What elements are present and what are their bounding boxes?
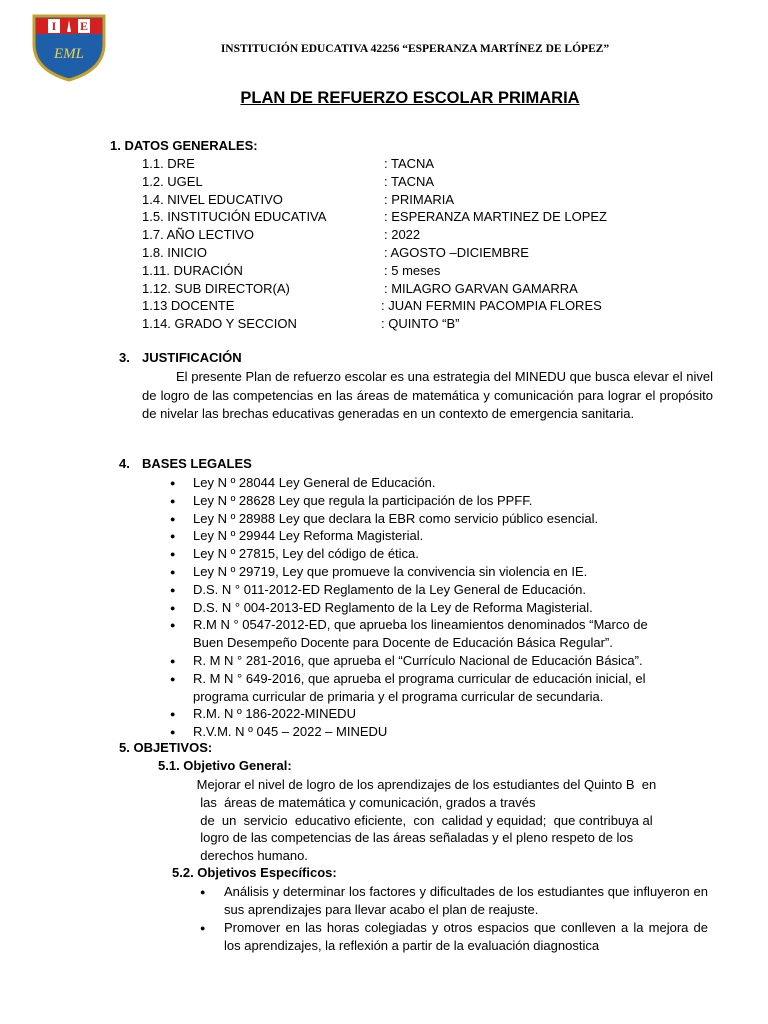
objetivo-general-line: logro de las competencias de las áreas señaladas y el pleno respeto de los xyxy=(193,830,634,846)
section-objetivos-heading: 5. OBJETIVOS: xyxy=(119,740,213,755)
institution-name: INSTITUCIÓN EDUCATIVA 42256 “ESPERANZA MARTÍNEZ DE LÓPEZ” xyxy=(220,43,610,55)
bullet-icon: ● xyxy=(170,727,176,738)
bullet-icon: ● xyxy=(170,709,176,720)
objetivo-especifico-item: Promover en las horas colegiadas y otros espacios que conlleven a la mejora de los aprendizajes, la reflexión a partir de la evaluación diagnostica xyxy=(224,920,708,953)
legal-item-line: R.M N ° 0547-2012-ED, que aprueba los lineamientos denominados “Marco de xyxy=(193,617,648,633)
bullet-icon: ● xyxy=(200,887,206,897)
svg-text:E: E xyxy=(79,19,89,33)
bullet-icon: ● xyxy=(170,673,176,684)
legal-item-line: R. M N ° 281-2016, que aprueba el “Currículo Nacional de Educación Básica”. xyxy=(193,653,643,668)
legal-item-line: Ley N º 28628 Ley que regula la participación de los PPFF. xyxy=(193,492,533,508)
svg-text:I: I xyxy=(51,19,57,33)
datos-label: 1.8. INICIO xyxy=(142,245,208,260)
legal-item-line: D.S. N ° 004-2013-ED Reglamento de la Ley de Reforma Magisterial. xyxy=(193,599,593,615)
bullet-icon: ● xyxy=(170,602,176,613)
justificacion-paragraph: El presente Plan de refuerzo escolar es una estrategia del MINEDU que busca elevar el nivel de logro de las competencias en las áreas de matemática y comunicación para lograr el propósito de nivelar las brechas educativas generadas en un contexto de emergencia sanitaria. xyxy=(142,369,713,421)
bullet-icon: ● xyxy=(200,923,206,933)
bullet-icon: ● xyxy=(170,549,176,560)
legal-item-line: Buen Desempeño Docente para Docente de Educación Básica Regular”. xyxy=(193,635,613,651)
datos-value: : AGOSTO –DICIEMBRE xyxy=(384,245,529,260)
legal-item-line: programa curricular de primaria y el programa curricular de secundaria. xyxy=(193,688,604,704)
datos-label: 1.12. SUB DIRECTOR(A) xyxy=(142,280,290,296)
datos-value: : MILAGRO GARVAN GAMARRA xyxy=(384,280,578,296)
objetivos-especificos-heading: 5.2. Objetivos Específicos: xyxy=(172,865,337,880)
objetivo-general-line: Mejorar el nivel de logro de los aprendizajes de los estudiantes del Quinto B en xyxy=(193,777,657,792)
datos-value: : TACNA xyxy=(384,173,435,189)
bullet-icon: ● xyxy=(170,478,176,488)
legal-item-line: R.V.M. N º 045 – 2022 – MINEDU xyxy=(193,724,388,740)
section-bases-heading: BASES LEGALES xyxy=(142,456,252,471)
legal-item-line: R. M N ° 649-2016, que aprueba el programa curricular de educación inicial, el xyxy=(193,670,646,686)
datos-value: : QUINTO “B” xyxy=(381,316,460,332)
legal-item-line: Ley N º 27815, Ley del código de ética. xyxy=(193,546,419,562)
datos-value: : PRIMARIA xyxy=(384,191,455,207)
objetivo-especifico-item: Análisis y determinar los factores y dificultades de los estudiantes que influyeron en sus aprendizajes para llevar acabo el plan de reajuste. xyxy=(224,884,708,917)
bullet-icon: ● xyxy=(170,656,176,666)
bullet-icon: ● xyxy=(170,584,176,595)
datos-label: 1.1. DRE xyxy=(142,156,195,171)
section-datos-heading: 1. DATOS GENERALES: xyxy=(110,138,258,153)
bullet-icon: ● xyxy=(170,495,176,506)
bullet-icon: ● xyxy=(170,620,176,631)
legal-item-line: D.S. N ° 011-2012-ED Reglamento de la Ley General de Educación. xyxy=(193,581,587,597)
section-justificacion-heading: JUSTIFICACIÓN xyxy=(142,350,242,365)
section-3-number: 3. xyxy=(119,350,130,365)
datos-value: : 5 meses xyxy=(384,262,441,278)
datos-value: : 2022 xyxy=(384,227,421,243)
bullet-icon: ● xyxy=(170,531,176,542)
datos-label: 1.5. INSTITUCIÓN EDUCATIVA xyxy=(142,209,327,225)
svg-text:EML: EML xyxy=(54,46,84,62)
datos-label: 1.4. NIVEL EDUCATIVO xyxy=(142,191,283,207)
legal-item-line: R.M. N º 186-2022-MINEDU xyxy=(193,706,356,722)
datos-label: 1.2. UGEL xyxy=(142,173,203,189)
datos-label: 1.7. AÑO LECTIVO xyxy=(142,227,254,243)
justificacion-text xyxy=(142,368,713,424)
objetivo-general-line: las áreas de matemática y comunicación, grados a través xyxy=(193,794,536,810)
legal-item-line: Ley N º 29719, Ley que promueve la convivencia sin violencia en IE. xyxy=(193,564,588,579)
section-4-number: 4. xyxy=(119,456,130,471)
objetivo-general-line: de un servicio educativo eficiente, con calidad y equidad; que contribuya al xyxy=(193,812,653,828)
legal-item-line: Ley N º 28044 Ley General de Educación. xyxy=(193,475,436,490)
datos-value: : TACNA xyxy=(384,156,435,171)
document-title: PLAN DE REFUERZO ESCOLAR PRIMARIA xyxy=(240,89,580,107)
objetivo-general-line: derechos humano. xyxy=(193,848,308,864)
bullet-icon: ● xyxy=(170,513,176,524)
objetivo-general-heading: 5.1. Objetivo General: xyxy=(158,758,292,773)
legal-item-line: Ley N º 29944 Ley Reforma Magisterial. xyxy=(193,528,424,544)
bullet-icon: ● xyxy=(170,567,176,577)
datos-label: 1.11. DURACIÓN xyxy=(142,262,243,278)
datos-label: 1.13 DOCENTE xyxy=(142,298,235,314)
datos-value: : ESPERANZA MARTINEZ DE LOPEZ xyxy=(384,209,607,225)
datos-value: : JUAN FERMIN PACOMPIA FLORES xyxy=(381,298,602,314)
datos-label: 1.14. GRADO Y SECCION xyxy=(142,316,297,332)
legal-item-line: Ley N º 28988 Ley que declara la EBR como servicio público esencial. xyxy=(193,510,599,526)
